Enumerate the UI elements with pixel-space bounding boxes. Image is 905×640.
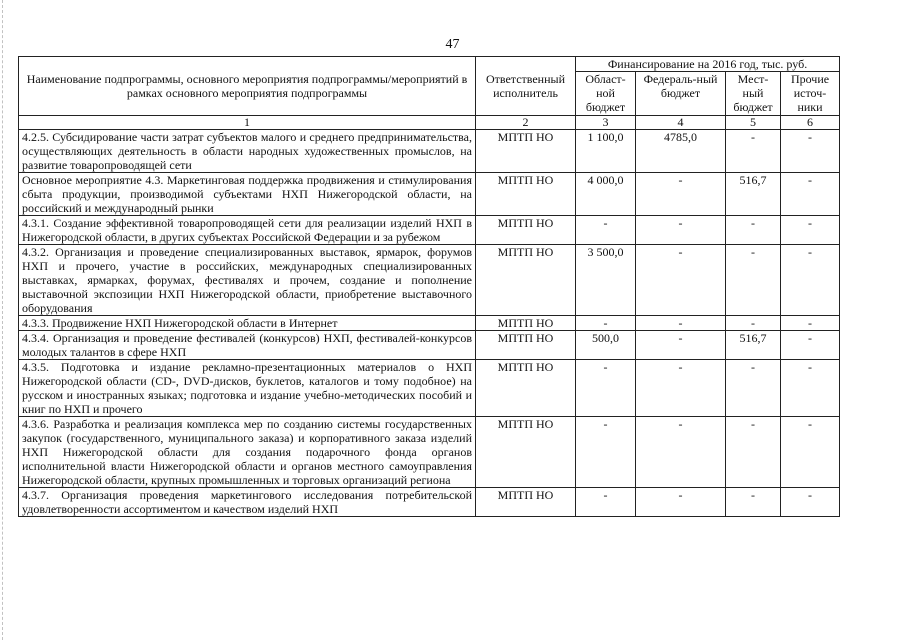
row-executor-cell: МПТП НО: [476, 316, 576, 331]
row-name-cell: 4.3.7. Организация проведения маркетингового исследования потребительской удовлетворенности ассортиментом и качеством изделий НХП: [19, 488, 476, 517]
table-row: [19, 331, 840, 360]
table-row: [19, 316, 840, 331]
table-row: [19, 173, 840, 216]
row-local-budget-cell: -: [726, 130, 781, 173]
column-number: 4: [636, 116, 726, 130]
name-column-header: Наименование подпрограммы, основного мероприятия подпрограммы/мероприятий в рамках основного мероприятия подпрограммы: [19, 57, 476, 116]
column-number: 3: [576, 116, 636, 130]
table-row: [19, 245, 840, 316]
column-number: 1: [19, 116, 476, 130]
row-other-sources-cell: -: [781, 130, 840, 173]
row-name-cell: 4.3.5. Подготовка и издание рекламно-презентационных материалов о НХП Нижегородской области (CD-, DVD-дисков, буклетов, каталогов и тому подобное) на русском и иностранных языках; подготовка и издание учебно-методических пособий и книг по НХП и прочего: [19, 360, 476, 417]
row-local-budget-cell: -: [726, 216, 781, 245]
row-other-sources-cell: -: [781, 360, 840, 417]
row-federal-budget-cell: -: [636, 417, 726, 488]
row-local-budget-cell: -: [726, 417, 781, 488]
row-other-sources-cell: -: [781, 245, 840, 316]
row-name-cell: 4.3.3. Продвижение НХП Нижегородской области в Интернет: [19, 316, 476, 331]
financing-header: Финансирование на 2016 год, тыс. руб.: [576, 57, 840, 72]
column-number: 5: [726, 116, 781, 130]
table-row: [19, 130, 840, 173]
row-federal-budget-cell: -: [636, 245, 726, 316]
row-executor-cell: МПТП НО: [476, 173, 576, 216]
row-executor-cell: МПТП НО: [476, 488, 576, 517]
row-regional-budget-cell: -: [576, 216, 636, 245]
row-regional-budget-cell: 500,0: [576, 331, 636, 360]
row-federal-budget-cell: -: [636, 216, 726, 245]
financing-table: [18, 56, 840, 517]
row-executor-cell: МПТП НО: [476, 331, 576, 360]
row-other-sources-cell: -: [781, 331, 840, 360]
row-name-cell: 4.2.5. Субсидирование части затрат субъектов малого и среднего предпринимательства, осуществляющих деятельность в области народных художественных промыслов, на развитие товаропроводящей сети: [19, 130, 476, 173]
row-executor-cell: МПТП НО: [476, 130, 576, 173]
page-edge-rule: [2, 0, 4, 640]
column-number: 2: [476, 116, 576, 130]
row-other-sources-cell: -: [781, 417, 840, 488]
table-body: [19, 130, 840, 517]
row-regional-budget-cell: 1 100,0: [576, 130, 636, 173]
row-other-sources-cell: -: [781, 316, 840, 331]
row-regional-budget-cell: 4 000,0: [576, 173, 636, 216]
row-federal-budget-cell: 4785,0: [636, 130, 726, 173]
table-row: [19, 360, 840, 417]
table-header-row: [19, 57, 840, 72]
row-regional-budget-cell: -: [576, 360, 636, 417]
page-number: 47: [445, 37, 460, 52]
row-executor-cell: МПТП НО: [476, 216, 576, 245]
row-local-budget-cell: -: [726, 360, 781, 417]
row-local-budget-cell: 516,7: [726, 173, 781, 216]
row-local-budget-cell: -: [726, 245, 781, 316]
row-name-cell: 4.3.4. Организация и проведение фестивалей (конкурсов) НХП, фестивалей-конкурсов молодых талантов в сфере НХП: [19, 331, 476, 360]
executor-column-header: Ответственный исполнитель: [476, 57, 576, 116]
row-local-budget-cell: 516,7: [726, 331, 781, 360]
row-executor-cell: МПТП НО: [476, 417, 576, 488]
row-regional-budget-cell: 3 500,0: [576, 245, 636, 316]
column-number-row: [19, 116, 840, 130]
federal-budget-header: Федераль-ный бюджет: [636, 72, 726, 116]
row-other-sources-cell: -: [781, 216, 840, 245]
row-executor-cell: МПТП НО: [476, 360, 576, 417]
table-row: [19, 417, 840, 488]
row-federal-budget-cell: -: [636, 331, 726, 360]
table-row: [19, 216, 840, 245]
row-other-sources-cell: -: [781, 488, 840, 517]
row-federal-budget-cell: -: [636, 360, 726, 417]
row-name-cell: Основное мероприятие 4.3. Маркетинговая поддержка продвижения и стимулирования сбыта продукции, производимой субъектами НХП Нижегородской области, на российский и международный рынки: [19, 173, 476, 216]
row-local-budget-cell: -: [726, 488, 781, 517]
row-other-sources-cell: -: [781, 173, 840, 216]
regional-budget-header: Област-ной бюджет: [576, 72, 636, 116]
row-regional-budget-cell: -: [576, 417, 636, 488]
row-executor-cell: МПТП НО: [476, 245, 576, 316]
table-row: [19, 488, 840, 517]
row-federal-budget-cell: -: [636, 316, 726, 331]
row-local-budget-cell: -: [726, 316, 781, 331]
row-federal-budget-cell: -: [636, 173, 726, 216]
row-regional-budget-cell: -: [576, 316, 636, 331]
row-name-cell: 4.3.6. Разработка и реализация комплекса мер по созданию системы государственных закупок (государственного, муниципального заказа) и корпоративного заказа изделий НХП Нижегородской области для создания подарочного фонда органов исполнительной власти Нижегородской области и органов местного самоуправления Нижегородской области, крупных промышленных и торговых организаций региона: [19, 417, 476, 488]
row-name-cell: 4.3.2. Организация и проведение специализированных выставок, ярмарок, форумов НХП и прочего, участие в российских, международных специализированных выставках, ярмарках, форумах, фестивалях и прочем, создание и пополнение выставочной экспозиции НХП Нижегородской области, приобретение выставочного оборудования: [19, 245, 476, 316]
row-name-cell: 4.3.1. Создание эффективной товаропроводящей сети для реализации изделий НХП в Нижегородской области, в других субъектах Российской Федерации и за рубежом: [19, 216, 476, 245]
other-sources-header: Прочие источ-ники: [781, 72, 840, 116]
row-federal-budget-cell: -: [636, 488, 726, 517]
row-regional-budget-cell: -: [576, 488, 636, 517]
column-number: 6: [781, 116, 840, 130]
local-budget-header: Мест-ный бюджет: [726, 72, 781, 116]
